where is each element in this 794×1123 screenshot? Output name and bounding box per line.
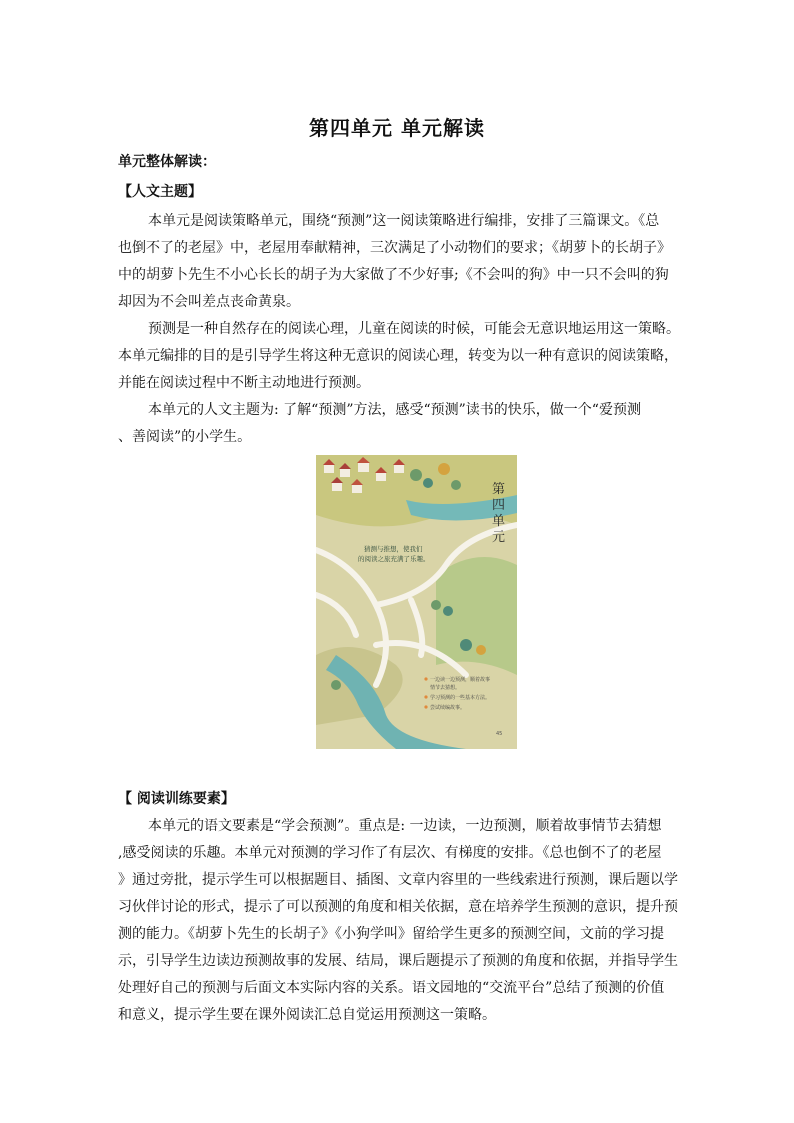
- overall-heading: 单元整体解读：: [118, 154, 216, 170]
- unit-label-char: 四: [492, 498, 506, 513]
- theme-line: 本单元是阅读策略单元，围绕“预测”这一阅读策略进行编排，安排了三篇课文。《总: [148, 213, 660, 229]
- bullet-dot: [424, 705, 427, 708]
- theme-line: 中的胡萝卜先生不小心长长的胡子为大家做了不少好事;《不会叫的狗》中一只不会叫的狗: [118, 267, 669, 283]
- training-line: 本单元的语文要素是“学会预测”。重点是: 一边读，一边预测，顺着故事情节去猜想: [148, 818, 662, 834]
- unit-label: [492, 482, 505, 545]
- unit-label-char: 第: [492, 482, 506, 497]
- training-line: 测的能力。《胡萝卜先生的长胡子》《小狗学叫》留给学生更多的预测空间，文前的学习提: [118, 926, 664, 942]
- page-number: 45: [496, 731, 503, 737]
- theme-line: 本单元的人文主题为: 了解“预测”方法，感受“预测”读书的快乐，做一个“爱预测: [148, 402, 641, 418]
- training-line: 处理好自己的预测与后面文本实际内容的关系。语文园地的“交流平台”总结了预测的价值: [118, 980, 665, 996]
- bullet-text: 情节去猜想。: [430, 685, 461, 691]
- bullet-text: 尝试续编故事。: [430, 705, 466, 711]
- training-line: 》通过旁批，提示学生可以根据题目、插图、文章内容里的一些线索进行预测，课后题以学: [118, 872, 678, 888]
- training-line: 习伙伴讨论的形式，提示了可以预测的角度和相关依据，意在培养学生预测的意识，提升预: [118, 899, 678, 915]
- theme-line: 本单元编排的目的是引导学生将这种无意识的阅读心理，转变为以一种有意识的阅读策略，: [118, 348, 678, 364]
- theme-line: 并能在阅读过程中不断主动地进行预测。: [118, 375, 370, 391]
- training-heading: 【 阅读训练要素】: [118, 791, 235, 807]
- bullet-text: 学习预测的一些基本方法。: [430, 695, 491, 701]
- quote-line-2: 的阅读之旅充满了乐趣。: [358, 555, 430, 563]
- unit-cover-illustration: [316, 455, 517, 749]
- theme-line: 、善阅读”的小学生。: [118, 429, 252, 445]
- bullet-dot: [424, 695, 427, 698]
- training-line: 示，引导学生边读边预测故事的发展、结局，课后题提示了预测的角度和依据，并指导学生: [118, 953, 678, 969]
- theme-line: 预测是一种自然存在的阅读心理，儿童在阅读的时候，可能会无意识地运用这一策略。: [148, 321, 680, 337]
- training-line: 和意义，提示学生要在课外阅读汇总自觉运用预测这一策略。: [118, 1007, 496, 1023]
- theme-line: 也倒不了的老屋》中，老屋用奉献精神，三次满足了小动物们的要求；《胡萝卜的长胡子》: [118, 240, 671, 256]
- theme-heading: 【人文主题】: [118, 184, 202, 200]
- page-title: 第四单元 单元解读: [309, 116, 485, 140]
- theme-line: 却因为不会叫差点丧命黄泉。: [118, 294, 300, 310]
- bullet-dot: [424, 677, 427, 680]
- training-line: ,感受阅读的乐趣。本单元对预测的学习作了有层次、有梯度的安排。《总也倒不了的老屋: [118, 845, 662, 861]
- bullet-text: 一边读一边预测，顺着故事: [430, 677, 491, 683]
- quote-line-1: 猜测与推想，使我们: [364, 545, 423, 553]
- unit-label-char: 元: [492, 530, 506, 545]
- unit-label-char: 单: [492, 514, 506, 529]
